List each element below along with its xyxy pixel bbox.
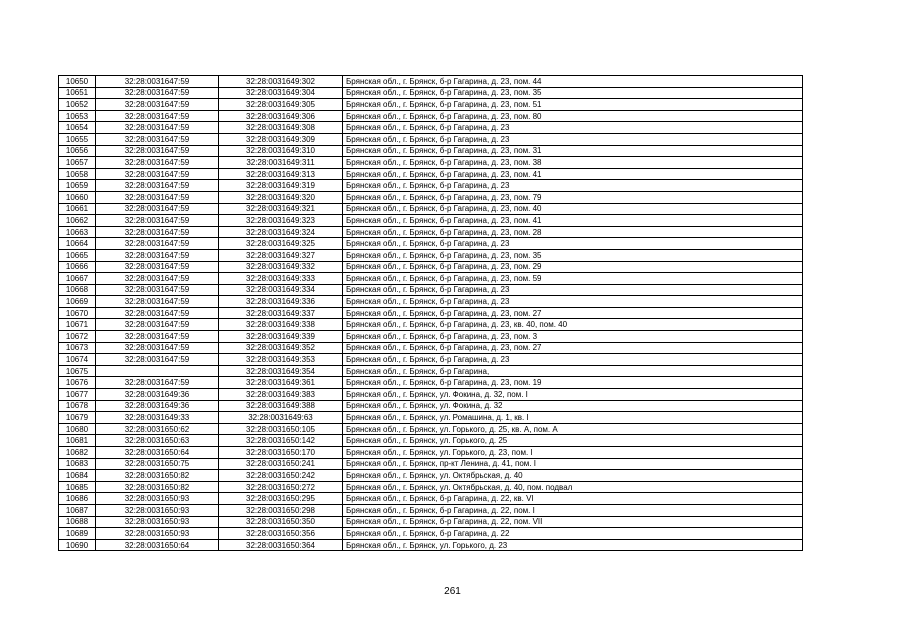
address-cell: Брянская обл., г. Брянск, б-р Гагарина, д. 23, пом. 40 <box>343 203 803 215</box>
table-row <box>59 423 803 435</box>
table-row <box>59 203 803 215</box>
row-number-cell: 10678 <box>59 400 96 412</box>
page-number: 261 <box>444 586 461 597</box>
address-cell: Брянская обл., г. Брянск, б-р Гагарина, д. 23, пом. 44 <box>343 76 803 88</box>
parent-cadastral-number-cell: 32:28:0031647:59 <box>96 342 219 354</box>
table-row <box>59 365 803 377</box>
cadastral-number-cell: 32:28:0031649:352 <box>219 342 343 354</box>
row-number-cell: 10682 <box>59 447 96 459</box>
row-number-cell: 10681 <box>59 435 96 447</box>
parent-cadastral-number-cell: 32:28:0031649:36 <box>96 389 219 401</box>
cadastral-number-cell: 32:28:0031649:306 <box>219 110 343 122</box>
address-cell: Брянская обл., г. Брянск, б-р Гагарина, д. 23 <box>343 122 803 134</box>
table-row <box>59 122 803 134</box>
row-number-cell: 10658 <box>59 168 96 180</box>
address-cell: Брянская обл., г. Брянск, ул. Фокина, д. 32, пом. I <box>343 389 803 401</box>
address-cell: Брянская обл., г. Брянск, б-р Гагарина, д. 23 <box>343 296 803 308</box>
address-cell: Брянская обл., г. Брянск, б-р Гагарина, д. 23, пом. 79 <box>343 191 803 203</box>
parent-cadastral-number-cell: 32:28:0031650:93 <box>96 504 219 516</box>
parent-cadastral-number-cell: 32:28:0031647:59 <box>96 354 219 366</box>
row-number-cell: 10657 <box>59 157 96 169</box>
table-row <box>59 273 803 285</box>
table-row <box>59 215 803 227</box>
cadastral-number-cell: 32:28:0031649:321 <box>219 203 343 215</box>
table-row <box>59 342 803 354</box>
table-row <box>59 458 803 470</box>
cadastral-number-cell: 32:28:0031649:302 <box>219 76 343 88</box>
row-number-cell: 10656 <box>59 145 96 157</box>
address-cell: Брянская обл., г. Брянск, б-р Гагарина, <box>343 365 803 377</box>
table-row <box>59 528 803 540</box>
cadastral-number-cell: 32:28:0031649:336 <box>219 296 343 308</box>
table-row <box>59 168 803 180</box>
cadastral-number-cell: 32:28:0031649:311 <box>219 157 343 169</box>
table-row <box>59 400 803 412</box>
parent-cadastral-number-cell: 32:28:0031647:59 <box>96 145 219 157</box>
parent-cadastral-number-cell: 32:28:0031647:59 <box>96 238 219 250</box>
parent-cadastral-number-cell: 32:28:0031647:59 <box>96 99 219 111</box>
cadastral-number-cell: 32:28:0031649:388 <box>219 400 343 412</box>
row-number-cell: 10670 <box>59 307 96 319</box>
parent-cadastral-number-cell: 32:28:0031647:59 <box>96 168 219 180</box>
cadastral-number-cell: 32:28:0031650:295 <box>219 493 343 505</box>
address-cell: Брянская обл., г. Брянск, б-р Гагарина, д. 23, пом. 28 <box>343 226 803 238</box>
row-number-cell: 10690 <box>59 539 96 551</box>
table-row <box>59 238 803 250</box>
cadastral-number-cell: 32:28:0031649:63 <box>219 412 343 424</box>
row-number-cell: 10686 <box>59 493 96 505</box>
table-row <box>59 412 803 424</box>
table-row <box>59 87 803 99</box>
table-row <box>59 296 803 308</box>
address-cell: Брянская обл., г. Брянск, б-р Гагарина, д. 23, пом. 35 <box>343 249 803 261</box>
table-row <box>59 133 803 145</box>
address-cell: Брянская обл., г. Брянск, б-р Гагарина, д. 23, пом. 59 <box>343 273 803 285</box>
address-cell: Брянская обл., г. Брянск, ул. Горького, д. 23 <box>343 539 803 551</box>
cadastral-number-cell: 32:28:0031650:364 <box>219 539 343 551</box>
address-cell: Брянская обл., г. Брянск, ул. Горького, д. 25 <box>343 435 803 447</box>
address-cell: Брянская обл., г. Брянск, б-р Гагарина, д. 23 <box>343 284 803 296</box>
row-number-cell: 10679 <box>59 412 96 424</box>
cadastral-number-cell: 32:28:0031650:170 <box>219 447 343 459</box>
cadastral-number-cell: 32:28:0031649:325 <box>219 238 343 250</box>
parent-cadastral-number-cell: 32:28:0031647:59 <box>96 331 219 343</box>
address-cell: Брянская обл., г. Брянск, пр-кт Ленина, д. 41, пом. I <box>343 458 803 470</box>
parent-cadastral-number-cell: 32:28:0031650:93 <box>96 516 219 528</box>
cadastral-number-cell: 32:28:0031650:105 <box>219 423 343 435</box>
parent-cadastral-number-cell: 32:28:0031647:59 <box>96 122 219 134</box>
cadastral-number-cell: 32:28:0031649:337 <box>219 307 343 319</box>
row-number-cell: 10671 <box>59 319 96 331</box>
cadastral-number-cell: 32:28:0031649:313 <box>219 168 343 180</box>
row-number-cell: 10672 <box>59 331 96 343</box>
cadastral-number-cell: 32:28:0031649:308 <box>219 122 343 134</box>
row-number-cell: 10655 <box>59 133 96 145</box>
cadastral-number-cell: 32:28:0031650:142 <box>219 435 343 447</box>
cadastral-number-cell: 32:28:0031649:338 <box>219 319 343 331</box>
table-row <box>59 493 803 505</box>
row-number-cell: 10654 <box>59 122 96 134</box>
address-cell: Брянская обл., г. Брянск, ул. Ромашина, д. 1, кв. I <box>343 412 803 424</box>
row-number-cell: 10666 <box>59 261 96 273</box>
table-row <box>59 331 803 343</box>
row-number-cell: 10652 <box>59 99 96 111</box>
address-cell: Брянская обл., г. Брянск, б-р Гагарина, д. 23 <box>343 354 803 366</box>
table-body <box>59 76 803 551</box>
parent-cadastral-number-cell: 32:28:0031650:93 <box>96 528 219 540</box>
table-row <box>59 447 803 459</box>
address-cell: Брянская обл., г. Брянск, б-р Гагарина, д. 23, пом. 27 <box>343 307 803 319</box>
address-cell: Брянская обл., г. Брянск, б-р Гагарина, д. 23, пом. 29 <box>343 261 803 273</box>
cadastral-number-cell: 32:28:0031649:354 <box>219 365 343 377</box>
table-row <box>59 110 803 122</box>
parent-cadastral-number-cell <box>96 365 219 377</box>
cadastral-number-cell: 32:28:0031649:339 <box>219 331 343 343</box>
parent-cadastral-number-cell: 32:28:0031647:59 <box>96 249 219 261</box>
cadastral-number-cell: 32:28:0031649:361 <box>219 377 343 389</box>
table-row <box>59 261 803 273</box>
cadastral-number-cell: 32:28:0031649:383 <box>219 389 343 401</box>
row-number-cell: 10673 <box>59 342 96 354</box>
table-row <box>59 319 803 331</box>
row-number-cell: 10650 <box>59 76 96 88</box>
table-row <box>59 470 803 482</box>
cadastral-number-cell: 32:28:0031650:350 <box>219 516 343 528</box>
address-cell: Брянская обл., г. Брянск, б-р Гагарина, д. 22, пом. VII <box>343 516 803 528</box>
parent-cadastral-number-cell: 32:28:0031650:93 <box>96 493 219 505</box>
parent-cadastral-number-cell: 32:28:0031649:36 <box>96 400 219 412</box>
parent-cadastral-number-cell: 32:28:0031647:59 <box>96 110 219 122</box>
table-row <box>59 249 803 261</box>
row-number-cell: 10677 <box>59 389 96 401</box>
cadastral-number-cell: 32:28:0031649:320 <box>219 191 343 203</box>
address-cell: Брянская обл., г. Брянск, б-р Гагарина, д. 22, пом. I <box>343 504 803 516</box>
address-cell: Брянская обл., г. Брянск, ул. Фокина, д. 32 <box>343 400 803 412</box>
cadastral-number-cell: 32:28:0031650:242 <box>219 470 343 482</box>
parent-cadastral-number-cell: 32:28:0031647:59 <box>96 203 219 215</box>
row-number-cell: 10659 <box>59 180 96 192</box>
address-cell: Брянская обл., г. Брянск, б-р Гагарина, д. 23, пом. 19 <box>343 377 803 389</box>
table-row <box>59 145 803 157</box>
address-cell: Брянская обл., г. Брянск, б-р Гагарина, д. 23, пом. 31 <box>343 145 803 157</box>
row-number-cell: 10663 <box>59 226 96 238</box>
cadastral-number-cell: 32:28:0031649:304 <box>219 87 343 99</box>
parent-cadastral-number-cell: 32:28:0031650:63 <box>96 435 219 447</box>
parent-cadastral-number-cell: 32:28:0031647:59 <box>96 296 219 308</box>
row-number-cell: 10684 <box>59 470 96 482</box>
table-row <box>59 539 803 551</box>
row-number-cell: 10680 <box>59 423 96 435</box>
table-row <box>59 504 803 516</box>
row-number-cell: 10689 <box>59 528 96 540</box>
parent-cadastral-number-cell: 32:28:0031650:64 <box>96 447 219 459</box>
row-number-cell: 10669 <box>59 296 96 308</box>
row-number-cell: 10668 <box>59 284 96 296</box>
parent-cadastral-number-cell: 32:28:0031650:82 <box>96 470 219 482</box>
table-row <box>59 516 803 528</box>
address-cell: Брянская обл., г. Брянск, ул. Октябрьская, д. 40, пом. подвал <box>343 481 803 493</box>
table-row <box>59 226 803 238</box>
cadastral-number-cell: 32:28:0031650:241 <box>219 458 343 470</box>
address-cell: Брянская обл., г. Брянск, б-р Гагарина, д. 23 <box>343 180 803 192</box>
address-cell: Брянская обл., г. Брянск, б-р Гагарина, д. 23, пом. 80 <box>343 110 803 122</box>
parent-cadastral-number-cell: 32:28:0031650:64 <box>96 539 219 551</box>
table-row <box>59 354 803 366</box>
row-number-cell: 10665 <box>59 249 96 261</box>
parent-cadastral-number-cell: 32:28:0031647:59 <box>96 157 219 169</box>
table-row <box>59 99 803 111</box>
parent-cadastral-number-cell: 32:28:0031647:59 <box>96 319 219 331</box>
address-cell: Брянская обл., г. Брянск, б-р Гагарина, д. 23, пом. 3 <box>343 331 803 343</box>
address-cell: Брянская обл., г. Брянск, ул. Октябрьская, д. 40 <box>343 470 803 482</box>
cadastral-number-cell: 32:28:0031650:298 <box>219 504 343 516</box>
address-cell: Брянская обл., г. Брянск, б-р Гагарина, д. 23 <box>343 133 803 145</box>
parent-cadastral-number-cell: 32:28:0031647:59 <box>96 226 219 238</box>
cadastral-number-cell: 32:28:0031649:323 <box>219 215 343 227</box>
row-number-cell: 10687 <box>59 504 96 516</box>
cadastral-table <box>58 75 803 551</box>
row-number-cell: 10685 <box>59 481 96 493</box>
cadastral-number-cell: 32:28:0031649:334 <box>219 284 343 296</box>
table-row <box>59 435 803 447</box>
cadastral-number-cell: 32:28:0031649:310 <box>219 145 343 157</box>
parent-cadastral-number-cell: 32:28:0031649:33 <box>96 412 219 424</box>
table-row <box>59 284 803 296</box>
parent-cadastral-number-cell: 32:28:0031647:59 <box>96 215 219 227</box>
address-cell: Брянская обл., г. Брянск, б-р Гагарина, д. 23, пом. 51 <box>343 99 803 111</box>
cadastral-number-cell: 32:28:0031649:309 <box>219 133 343 145</box>
cadastral-number-cell: 32:28:0031649:327 <box>219 249 343 261</box>
parent-cadastral-number-cell: 32:28:0031647:59 <box>96 180 219 192</box>
row-number-cell: 10662 <box>59 215 96 227</box>
cadastral-number-cell: 32:28:0031649:333 <box>219 273 343 285</box>
parent-cadastral-number-cell: 32:28:0031647:59 <box>96 133 219 145</box>
table-row <box>59 157 803 169</box>
cadastral-number-cell: 32:28:0031649:305 <box>219 99 343 111</box>
table-row <box>59 76 803 88</box>
cadastral-number-cell: 32:28:0031649:353 <box>219 354 343 366</box>
row-number-cell: 10661 <box>59 203 96 215</box>
row-number-cell: 10660 <box>59 191 96 203</box>
table-row <box>59 377 803 389</box>
row-number-cell: 10653 <box>59 110 96 122</box>
address-cell: Брянская обл., г. Брянск, ул. Горького, д. 25, кв. А, пом. А <box>343 423 803 435</box>
row-number-cell: 10676 <box>59 377 96 389</box>
table-row <box>59 481 803 493</box>
cadastral-number-cell: 32:28:0031649:332 <box>219 261 343 273</box>
parent-cadastral-number-cell: 32:28:0031650:75 <box>96 458 219 470</box>
table-row <box>59 191 803 203</box>
parent-cadastral-number-cell: 32:28:0031647:59 <box>96 261 219 273</box>
cadastral-number-cell: 32:28:0031650:272 <box>219 481 343 493</box>
table-row <box>59 180 803 192</box>
row-number-cell: 10664 <box>59 238 96 250</box>
table-row <box>59 389 803 401</box>
parent-cadastral-number-cell: 32:28:0031647:59 <box>96 377 219 389</box>
row-number-cell: 10683 <box>59 458 96 470</box>
row-number-cell: 10651 <box>59 87 96 99</box>
parent-cadastral-number-cell: 32:28:0031647:59 <box>96 307 219 319</box>
parent-cadastral-number-cell: 32:28:0031650:62 <box>96 423 219 435</box>
address-cell: Брянская обл., г. Брянск, ул. Горького, д. 23, пом. I <box>343 447 803 459</box>
row-number-cell: 10674 <box>59 354 96 366</box>
parent-cadastral-number-cell: 32:28:0031647:59 <box>96 76 219 88</box>
cadastral-number-cell: 32:28:0031650:356 <box>219 528 343 540</box>
address-cell: Брянская обл., г. Брянск, б-р Гагарина, д. 23, пом. 35 <box>343 87 803 99</box>
parent-cadastral-number-cell: 32:28:0031647:59 <box>96 273 219 285</box>
address-cell: Брянская обл., г. Брянск, б-р Гагарина, д. 23, кв. 40, пом. 40 <box>343 319 803 331</box>
parent-cadastral-number-cell: 32:28:0031650:82 <box>96 481 219 493</box>
address-cell: Брянская обл., г. Брянск, б-р Гагарина, д. 23, пом. 27 <box>343 342 803 354</box>
parent-cadastral-number-cell: 32:28:0031647:59 <box>96 87 219 99</box>
cadastral-number-cell: 32:28:0031649:319 <box>219 180 343 192</box>
row-number-cell: 10688 <box>59 516 96 528</box>
address-cell: Брянская обл., г. Брянск, б-р Гагарина, д. 22 <box>343 528 803 540</box>
cadastral-number-cell: 32:28:0031649:324 <box>219 226 343 238</box>
row-number-cell: 10675 <box>59 365 96 377</box>
row-number-cell: 10667 <box>59 273 96 285</box>
parent-cadastral-number-cell: 32:28:0031647:59 <box>96 191 219 203</box>
address-cell: Брянская обл., г. Брянск, б-р Гагарина, д. 23, пом. 38 <box>343 157 803 169</box>
address-cell: Брянская обл., г. Брянск, б-р Гагарина, д. 23, пом. 41 <box>343 168 803 180</box>
table-row <box>59 307 803 319</box>
parent-cadastral-number-cell: 32:28:0031647:59 <box>96 284 219 296</box>
address-cell: Брянская обл., г. Брянск, б-р Гагарина, д. 23, пом. 41 <box>343 215 803 227</box>
address-cell: Брянская обл., г. Брянск, б-р Гагарина, д. 22, кв. VI <box>343 493 803 505</box>
address-cell: Брянская обл., г. Брянск, б-р Гагарина, д. 23 <box>343 238 803 250</box>
